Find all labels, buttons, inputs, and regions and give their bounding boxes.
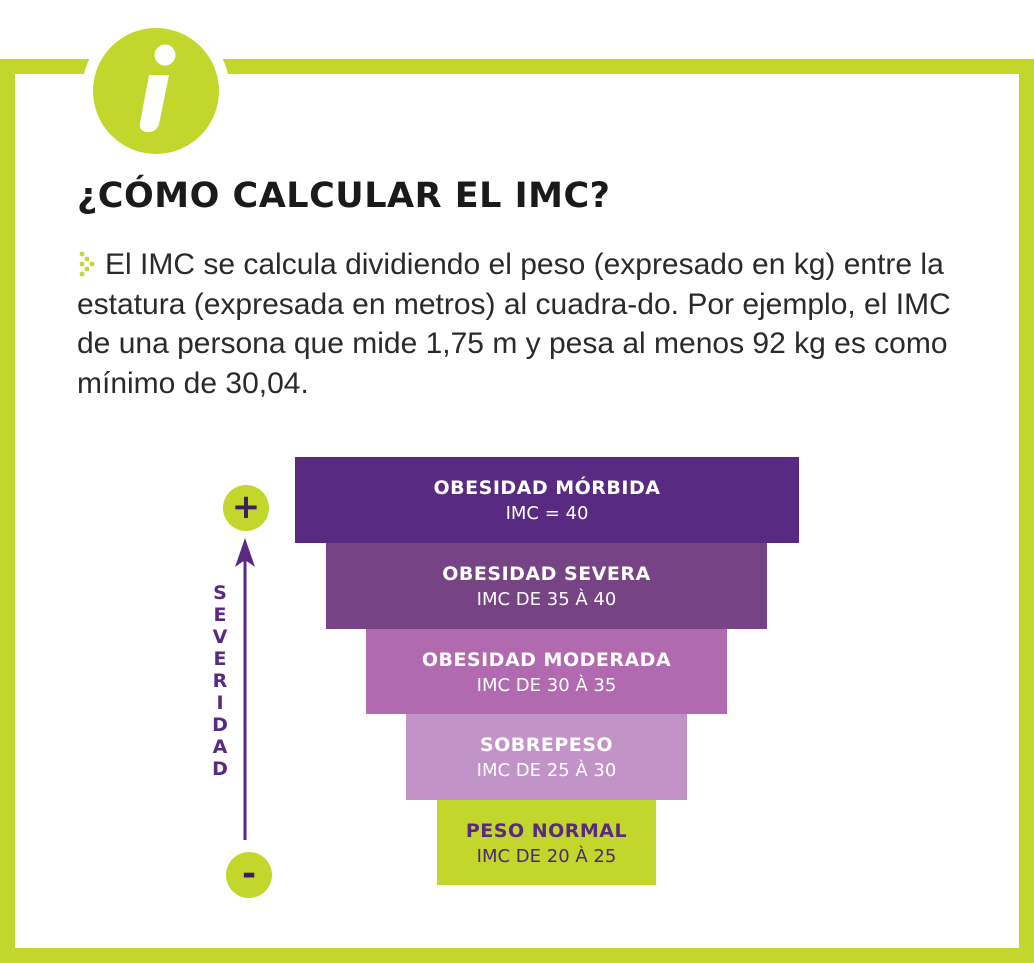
tier-name: SOBREPESO	[479, 734, 614, 756]
severity-label: SEVERIDAD	[209, 582, 231, 780]
tier-sobrepeso	[406, 714, 687, 800]
tier-range: IMC DE 20 À 25	[476, 846, 617, 867]
tier-range: IMC DE 30 À 35	[476, 675, 617, 696]
severity-plus-icon: +	[223, 485, 269, 531]
tier-name: PESO NORMAL	[465, 820, 628, 842]
tier-name: OBESIDAD MODERADA	[421, 649, 672, 671]
body-text: El IMC se calcula dividiendo el peso (expresado en kg) entre la estatura (expresada en metros) al cuadra-do. Por ejemplo, el IMC de una persona que mide 1,75 m y pesa al menos 92 kg es como mínimo de 30,04.	[77, 248, 951, 400]
tier-name: OBESIDAD MÓRBIDA	[433, 477, 661, 499]
page-title: ¿CÓMO CALCULAR EL IMC?	[77, 176, 611, 216]
tier-range: IMC DE 25 À 30	[476, 760, 617, 781]
info-icon	[93, 28, 219, 154]
tier-obesidad-moderada	[366, 629, 727, 714]
body-paragraph	[77, 245, 957, 403]
tier-peso-normal	[437, 800, 656, 885]
severity-minus-icon: -	[226, 852, 272, 898]
tier-name: OBESIDAD SEVERA	[442, 563, 651, 585]
tier-obesidad-severa	[326, 543, 767, 629]
tier-range: IMC = 40	[505, 503, 589, 524]
tier-obesidad-morbida	[295, 457, 799, 543]
tier-range: IMC DE 35 À 40	[476, 589, 617, 610]
dots-bullet-icon	[77, 251, 99, 277]
severity-arrow-icon	[230, 535, 260, 845]
